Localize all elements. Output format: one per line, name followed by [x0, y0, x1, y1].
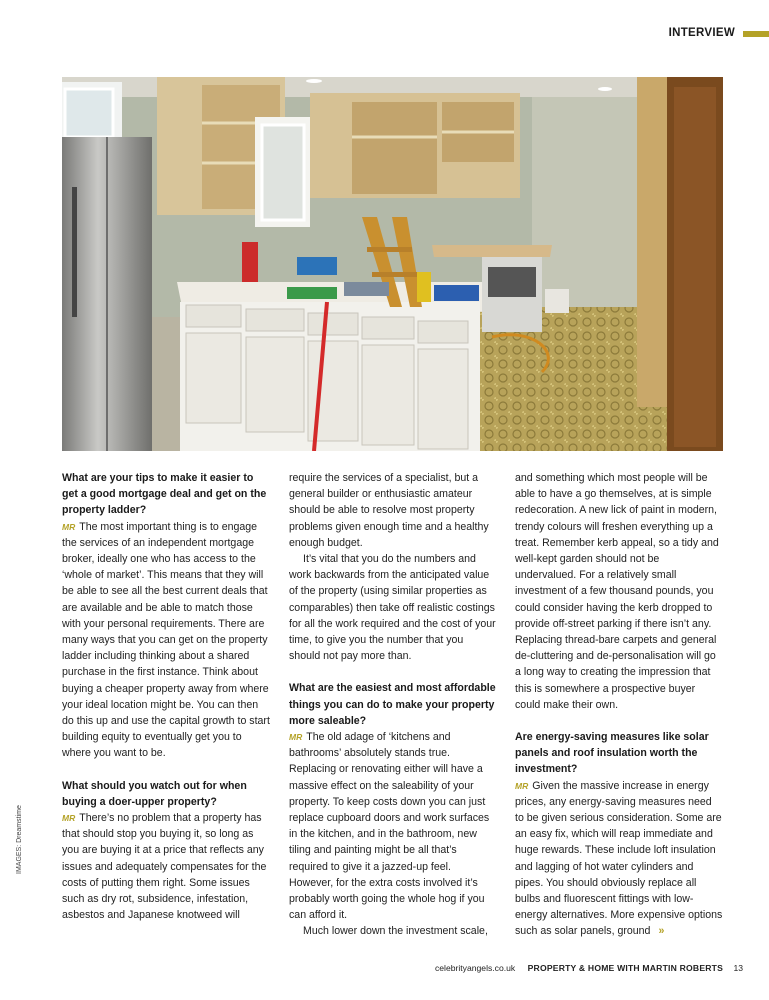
mr-tag: MR: [289, 732, 303, 743]
kitchen-photo: [62, 77, 723, 451]
answer-4: [515, 778, 723, 940]
mr-tag: MR: [515, 780, 529, 791]
answer-3-text: The old adage of ‘kitchens and bathrooms’ absolutely stands true. Replacing or renovating either will have a massive effect on the saleability of your property. To keep costs down you can just replace cupboard doors and work surfaces in the kitchen, and in the bathroom, new tiling and painting might be all that’s required to give it a jazzed-up feel. However, for the extra costs involved it’s probably worth going the whole hog if you can afford it.: [289, 731, 490, 922]
footer-website: celebrityangels.co.uk: [434, 963, 516, 973]
section-accent-bar: [743, 31, 769, 37]
page-number: 13: [733, 963, 743, 973]
mr-tag: MR: [62, 813, 76, 824]
answer-2: [62, 810, 270, 923]
page-footer: [435, 963, 743, 973]
answer-3: [289, 729, 497, 923]
image-credit: IMAGES: Dreamstime: [16, 805, 23, 874]
article-column-1: [62, 470, 270, 923]
continued-arrow-icon: »: [658, 925, 665, 938]
section-label: INTERVIEW: [668, 27, 735, 39]
footer-magazine-title: PROPERTY & HOME WITH MARTIN ROBERTS: [527, 963, 724, 973]
answer-2-text: There’s no problem that a property has that should stop you buying it, so long as you are buying it at a price that reflects any issues and adequately compensates for the costs of putting them right. Some issues such as dry rot, subsidence, infestation, asbestos and Japanese knotweed will: [62, 812, 267, 922]
paragraph: It’s vital that you do the numbers and work backwards from the anticipated value of the property (using similar properties as comparables) then take off realistic costings for all the work required and the cost of your time, to give you the number that you should not pay more than.: [289, 553, 496, 663]
article-column-3: [515, 470, 723, 940]
paragraph: Much lower down the investment scale,: [303, 925, 488, 938]
paragraph: and something which most people will be able to have a go themselves, at is simple redecoration. A new lick of paint in modern, trendy colours will freshen everything up a treat. Remember kerb appeal, so a tidy and well-kept garden should not be undervalued. For a relatively small investment of a few thousand pounds, you could consider having the kerb dropped to provide off-street parking if there isn’t any. Replacing thread-bare carpets and general de-cluttering and de-personalisation will go a long way to creating the impression that this is somewhere a prospective buyer could make their own.: [515, 472, 719, 711]
paragraph: require the services of a specialist, but a general builder or enthusiastic amateur should be able to resolve most property problems given enough time and a healthy enough budget.: [289, 472, 489, 549]
kitchen-illustration: [62, 77, 723, 451]
answer-4-text: Given the massive increase in energy prices, any energy-saving measures need to be given serious consideration. Some are an easy fix, which will reap immediate and huge rewards. These include loft insulation and lagging of hot water cylinders and pipes. You should obviously replace all bulbs and fluorescent fittings with low-energy alternatives. More expensive options such as solar panels, ground: [515, 779, 723, 938]
mr-tag: MR: [62, 521, 76, 532]
question-2: What should you watch out for when buying a doer-upper property?: [62, 779, 247, 808]
article-column-2: [289, 470, 497, 940]
answer-1: [62, 519, 270, 762]
question-1: What are your tips to make it easier to get a good mortgage deal and get on the property ladder?: [62, 472, 267, 517]
question-4: Are energy-saving measures like solar panels and roof insulation worth the investment?: [515, 731, 709, 776]
answer-1-text: The most important thing is to engage the services of an independent mortgage broker, ideally one who has access to the ‘whole of market’. This means that they will be able to see all the best current deals that are available and be able to match those with your personal requirements. There are many ways that you can get on the property ladder including thinking about a shared purchase in the first instance. Think about buying a cheaper property away from where your ideal location might be. You can then do this up and use the capital growth to start building equity to eventually get you to where you want to be.: [62, 520, 270, 760]
question-3: What are the easiest and most affordable things you can do to make your property more saleable?: [289, 682, 496, 727]
